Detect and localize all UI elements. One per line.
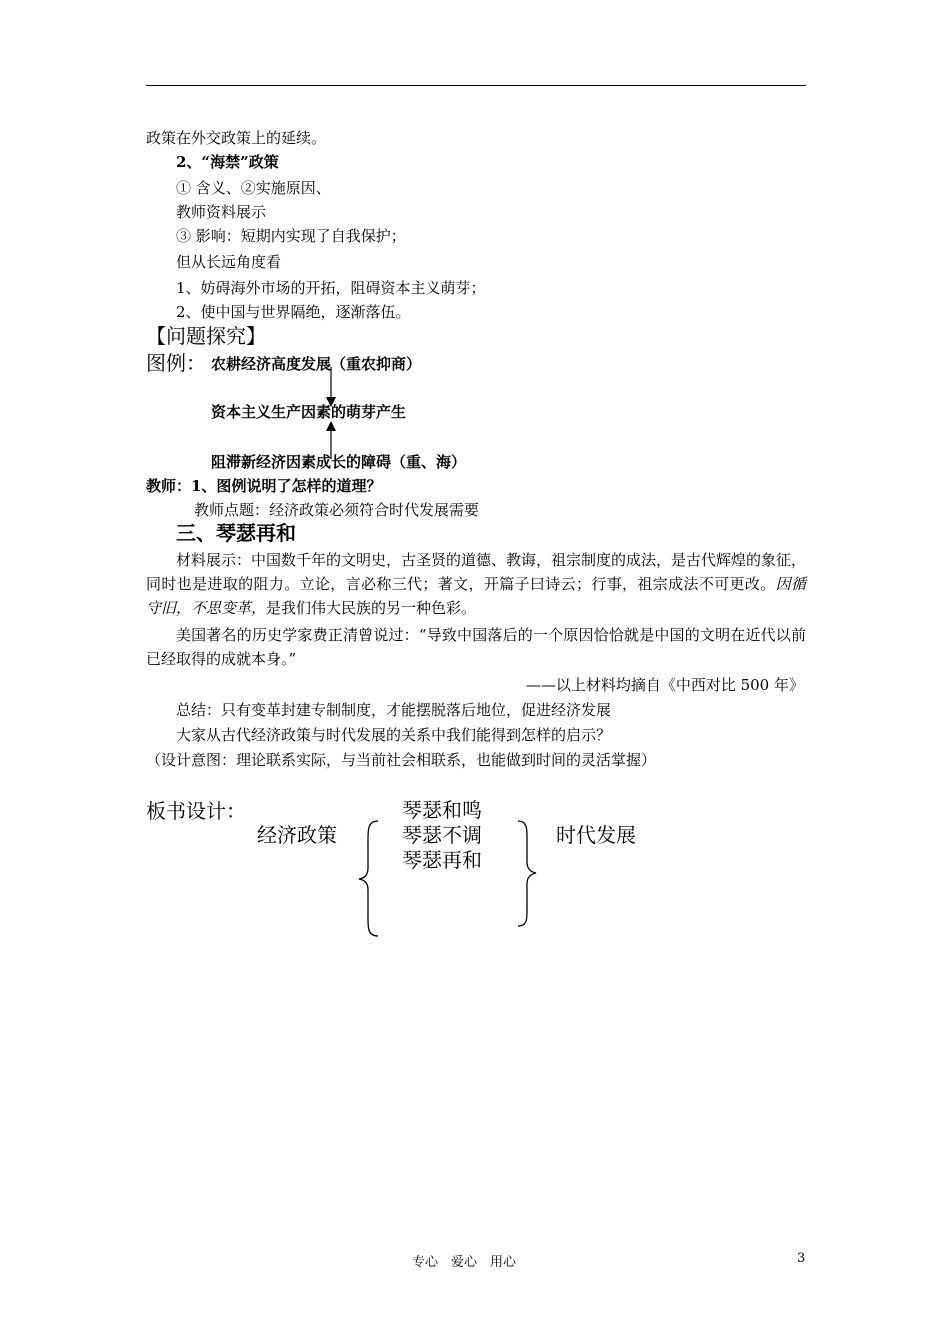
material-text: 材料展示：中国数千年的文明史，古圣贤的道德、教诲，祖宗制度的成法，是古代辉煌的象征，同时也是进取的阻力。立论，言必称三代；著文，开篇子曰诗云；行事，祖宗成法不可更改。 — [146, 551, 807, 593]
text-line: 教师资料展示 — [176, 203, 267, 221]
design-intent: （设计意图：理论联系实际，与当前社会相联系，也能做到时间的灵活掌握） — [146, 751, 657, 769]
text-line: 但从长远角度看 — [176, 253, 282, 271]
question-line: 大家从古代经济政策与时代发展的关系中我们能得到怎样的启示？ — [176, 726, 612, 744]
board-item-2: 琴瑟不调 — [402, 823, 482, 847]
board-right: 时代发展 — [556, 823, 636, 847]
right-brace-icon — [512, 818, 542, 930]
subheading-haijin: 2、“海禁”政策 — [176, 153, 279, 171]
header-rule — [146, 85, 806, 86]
diagram-box-2: 资本主义生产因素的萌芽产生 — [211, 403, 407, 421]
section-three-heading: 三、琴瑟再和 — [176, 521, 296, 545]
summary-line: 总结：只有变革封建专制制度，才能摆脱落后地位，促进经济发展 — [176, 701, 612, 719]
board-left: 经济政策 — [257, 823, 337, 847]
text-line: 2、使中国与世界隔绝，逐渐落伍。 — [176, 303, 411, 321]
source-citation: ——以上材料均摘自《中西对比 500 年》 — [525, 676, 804, 694]
text-line: 1、妨碍海外市场的开拓，阻碍资本主义萌芽； — [176, 279, 486, 297]
footer-motto: 专心 爱心 用心 — [412, 1255, 517, 1270]
board-item-1: 琴瑟和鸣 — [402, 798, 482, 822]
material-italic: 因循守旧，不思变革， — [146, 575, 806, 617]
left-brace-icon — [354, 818, 384, 940]
teacher-question: 教师：1、图例说明了怎样的道理？ — [146, 477, 382, 495]
material-text-end: 是我们伟大民族的另一种色彩。 — [266, 599, 477, 617]
diagram-box-3: 阻滞新经济因素成长的障碍（重、海） — [211, 453, 467, 471]
teacher-point: 教师点题：经济政策必须符合时代发展需要 — [194, 501, 480, 519]
text-line: 政策在外交政策上的延续。 — [146, 129, 327, 147]
board-item-3: 琴瑟再和 — [402, 848, 482, 872]
fairbank-quote: 美国著名的历史学家费正清曾说过：“导致中国落后的一个原因恰恰就是中国的文明在近代以前已经取得的成就本身。” — [146, 626, 806, 668]
material-paragraph — [146, 548, 806, 620]
inquiry-heading: 【问题探究】 — [146, 324, 266, 348]
page-number: 3 — [797, 1251, 806, 1266]
board-title: 板书设计： — [146, 799, 246, 823]
text-line: ① 含义、②实施原因、 — [176, 179, 331, 197]
diagram-box-1: 农耕经济高度发展（重农抑商） — [211, 355, 422, 373]
legend-label: 图例： — [146, 351, 206, 375]
text-line: ③ 影响：短期内实现了自我保护； — [176, 227, 406, 245]
